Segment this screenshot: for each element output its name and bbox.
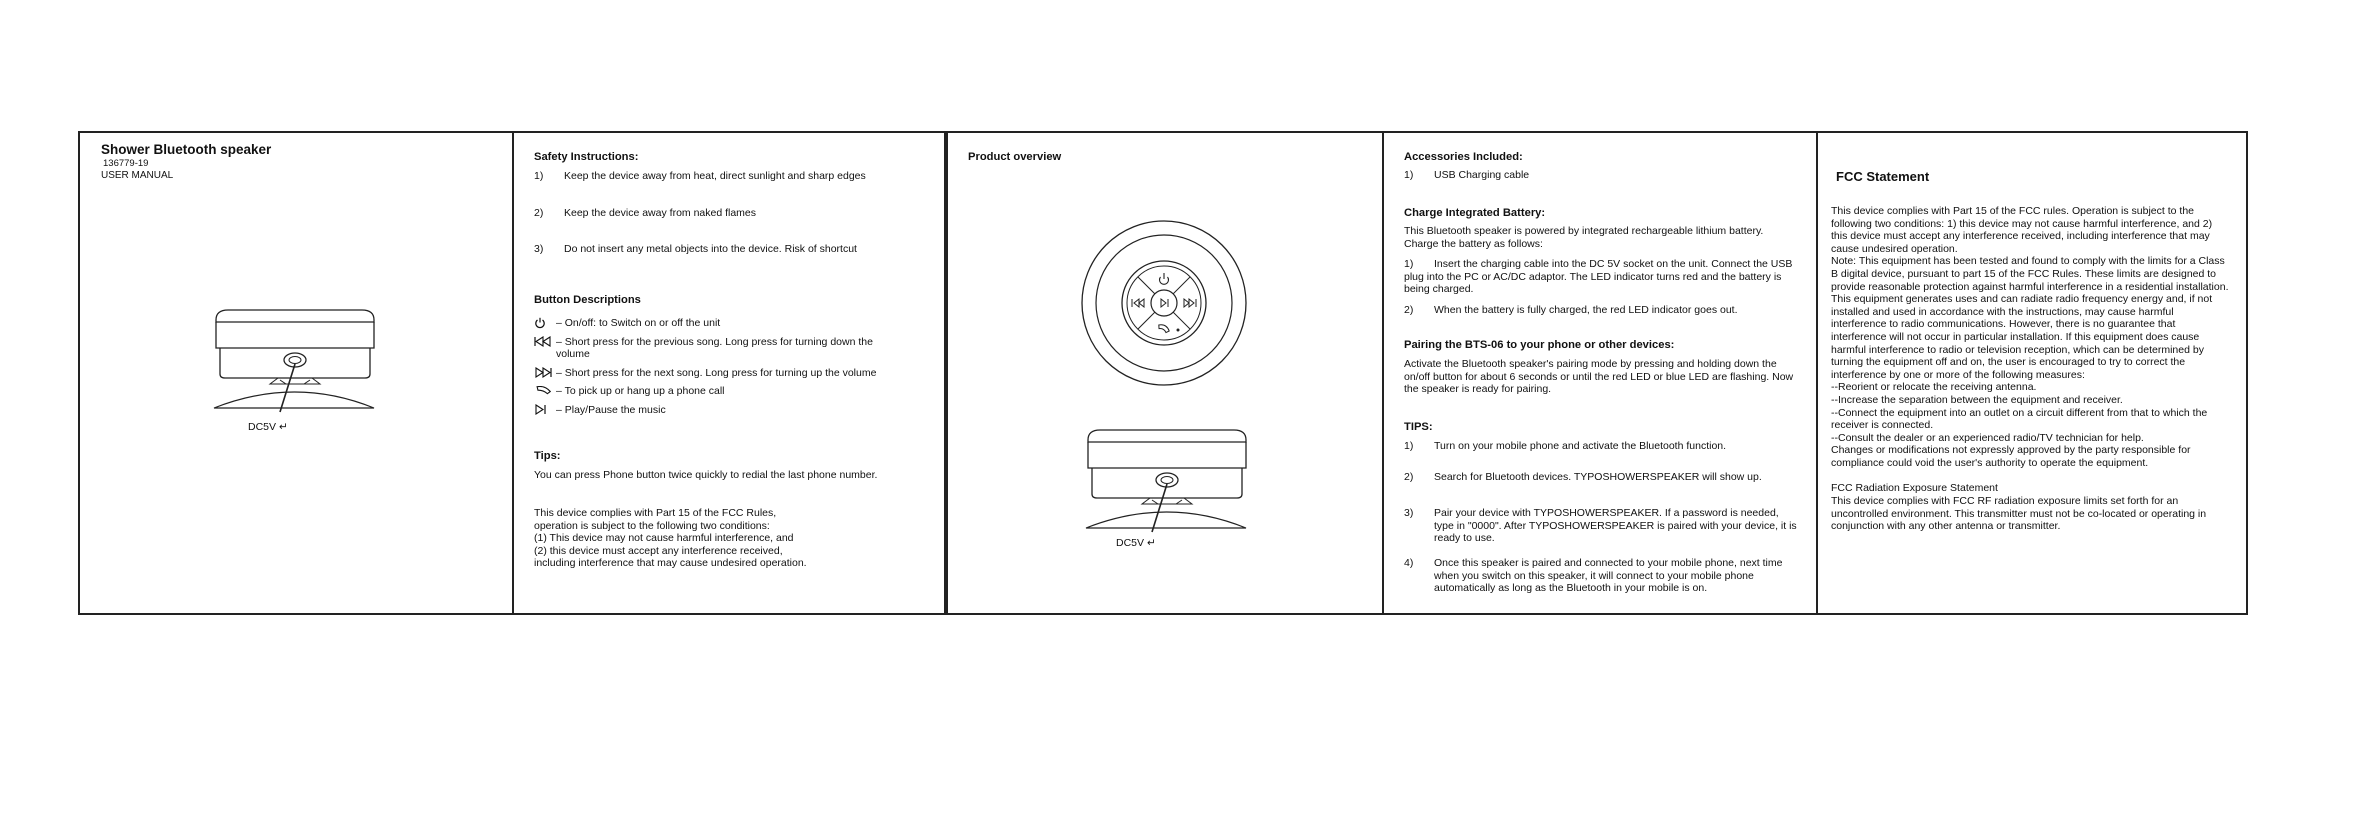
dc-port-label (1116, 537, 1156, 550)
fcc-rf-text: This device complies with FCC RF radiation exposure limits set forth for an uncontrolled environment. This transmitter must not be co-located or operating in conjunction with any other antenna or transmitter. (1831, 495, 2207, 533)
accessories-num: 1) (1404, 169, 1414, 181)
button-desc-power-text: – On/off: to Switch on or off the unit (556, 317, 721, 329)
safety-num-1: 1) (534, 170, 544, 182)
fcc-panel (1816, 133, 2248, 613)
button-desc-next (534, 367, 904, 380)
tips-right-heading: TIPS: (1404, 421, 1433, 433)
fcc-paragraph: B digital device, pursuant to part 15 of the FCC Rules. These limits are designed to provide reasonable protection against harmful interference in a residential installation. (1831, 267, 2229, 293)
fcc-paragraph: Changes or modifications not expressly approved by the party responsible for compliance could void the user's authority to operate the equipment. (1831, 444, 2191, 469)
battery-intro: This Bluetooth speaker is powered by integrated rechargeable lithium battery. Charge the battery as follows: (1404, 225, 1764, 250)
setup-panel (1382, 133, 1816, 613)
speaker-top-illustration (1079, 218, 1249, 388)
fcc-short-line: operation is subject to the following two conditions: (534, 519, 770, 532)
fcc-rf-heading: FCC Radiation Exposure Statement (1831, 482, 1998, 495)
button-desc-phone (534, 385, 904, 398)
battery-num-1: 1) (1404, 258, 1414, 270)
safety-item-2 (534, 207, 934, 220)
battery-step-1 (1404, 258, 1799, 296)
tips-right-item-4 (1404, 557, 1799, 595)
accessories-item (1404, 169, 1794, 182)
tips-right-num-2: 2) (1404, 471, 1414, 483)
accessories-heading: Accessories Included: (1404, 151, 1523, 163)
fcc-paragraph: --Connect the equipment into an outlet on a circuit different from that to which the receiver is connected. (1831, 406, 2208, 432)
safety-num-3: 3) (534, 243, 544, 255)
cover-panel (80, 133, 512, 613)
tips-heading: Tips: (534, 450, 561, 462)
next-track-icon (534, 367, 556, 379)
fcc-short-line: (1) This device may not cause harmful interference, and (534, 532, 794, 545)
button-descriptions-heading: Button Descriptions (534, 294, 641, 306)
button-desc-next-text: – Short press for the next song. Long press for turning up the volume (556, 366, 877, 379)
tips-right-item-3 (1404, 507, 1799, 545)
tips-right-text-3: Pair your device with TYPOSHOWERSPEAKER. If a password is needed, type in "0000". After TYPOSHOWERSPEAKER is paired with your device, it is ready to use. (1434, 507, 1797, 545)
fcc-paragraph: Note: This equipment has been tested and found to comply with the limits for a Class (1831, 255, 2225, 268)
fcc-heading: FCC Statement (1836, 169, 1930, 184)
fcc-short-line: This device complies with Part 15 of the FCC Rules, (534, 507, 777, 519)
tips-right-num-1: 1) (1404, 440, 1414, 452)
fcc-paragraph: This equipment generates uses and can radiate radio frequency energy and, if not installed and used in accordance with the instructions, may cause harmful interference to radio communications. However, there is no guarantee that interference will not occur in particular installation. If this equipment does cause harmful interference to radio or television reception, which can be determined by turning the equipment off and on, the user is encouraged to try to correct the interference by one or more of the following measures: (1831, 293, 2213, 381)
tips-right-item-2 (1404, 471, 1799, 484)
overview-heading: Product overview (968, 151, 1062, 163)
return-arrow-icon: ↵ (1146, 537, 1156, 549)
model-number: 136779-19 (103, 158, 149, 169)
safety-text-2: Keep the device away from naked flames (564, 207, 757, 219)
fcc-short-line: (2) this device must accept any interference received, (534, 544, 783, 557)
instructions-panel (512, 133, 946, 613)
button-desc-play (534, 404, 904, 417)
tips-right-num-4: 4) (1404, 557, 1414, 569)
fcc-short-line: including interference that may cause undesired operation. (534, 557, 807, 570)
safety-text-3: Do not insert any metal objects into the device. Risk of shortcut (564, 243, 857, 255)
safety-text-1: Keep the device away from heat, direct sunlight and sharp edges (564, 170, 866, 182)
safety-item-3 (534, 243, 934, 256)
manual-sheet-right (946, 131, 2248, 615)
dc-port-label (248, 421, 288, 434)
speaker-side-illustration (1082, 428, 1252, 543)
fcc-paragraph: --Reorient or relocate the receiving antenna. (1831, 381, 2037, 394)
button-desc-phone-text: – To pick up or hang up a phone call (556, 385, 725, 398)
pairing-text: Activate the Bluetooth speaker's pairing mode by pressing and holding down the on/off button for about 6 seconds or until the red LED or blue LED are flashing. Now the speaker is ready for pairing. (1404, 358, 1794, 396)
safety-num-2: 2) (534, 207, 544, 219)
fcc-paragraph: This device complies with Part 15 of the FCC rules. Operation is subject to the following two conditions: 1) this device may not cause harmful interference, and 2) this device must accept any interference received, including interference that may cause undesired operation. (1831, 205, 2213, 255)
dc-port-text: DC5V (248, 421, 277, 433)
fcc-paragraph: --Increase the separation between the equipment and receiver. (1831, 393, 2123, 406)
product-overview-panel (948, 133, 1382, 613)
button-desc-play-text: – Play/Pause the music (556, 403, 666, 416)
return-arrow-icon: ↵ (278, 421, 288, 433)
tips-right-num-3: 3) (1404, 507, 1414, 519)
fcc-body (1831, 205, 2231, 533)
tips-text: You can press Phone button twice quickly to redial the last phone number. (534, 469, 878, 481)
battery-text-1: Insert the charging cable into the DC 5V socket on the unit. Connect the USB plug into the PC or AC/DC adaptor. The LED indicator turns red and the battery is being charged. (1404, 258, 1793, 296)
speaker-side-illustration (210, 308, 380, 423)
dc-port-text: DC5V (1116, 537, 1145, 549)
play-pause-icon (534, 404, 556, 416)
button-desc-power (534, 317, 904, 330)
tips-right-text-4: Once this speaker is paired and connected to your mobile phone, next time when you switch on this speaker, it will connect to your mobile phone automatically as long as the Bluetooth in your mobile is on. (1434, 557, 1783, 595)
battery-num-2: 2) (1404, 304, 1414, 316)
manual-subtitle: USER MANUAL (101, 170, 174, 181)
battery-text-2: When the battery is fully charged, the red LED indicator goes out. (1434, 304, 1738, 316)
fcc-short-notice (534, 507, 934, 570)
safety-heading: Safety Instructions: (534, 151, 639, 163)
tips-right-item-1 (1404, 440, 1799, 453)
pairing-heading: Pairing the BTS-06 to your phone or other devices: (1404, 339, 1675, 351)
button-desc-previous-text: – Short press for the previous song. Long press for turning down the volume (556, 335, 873, 361)
battery-heading: Charge Integrated Battery: (1404, 207, 1546, 219)
fcc-paragraph: --Consult the dealer or an experienced radio/TV technician for help. (1831, 431, 2144, 444)
button-desc-previous (534, 336, 904, 361)
tips-right-text-2: Search for Bluetooth devices. TYPOSHOWERSPEAKER will show up. (1434, 471, 1762, 483)
previous-track-icon (534, 336, 556, 348)
power-icon (534, 317, 556, 329)
manual-sheet-left (78, 131, 946, 615)
phone-icon (534, 385, 556, 397)
tips-right-text-1: Turn on your mobile phone and activate the Bluetooth function. (1434, 440, 1727, 452)
battery-step-2 (1404, 304, 1799, 317)
button-descriptions-list (534, 317, 904, 423)
accessories-text: USB Charging cable (1434, 169, 1530, 181)
product-title: Shower Bluetooth speaker (101, 142, 272, 157)
safety-item-1 (534, 170, 934, 183)
